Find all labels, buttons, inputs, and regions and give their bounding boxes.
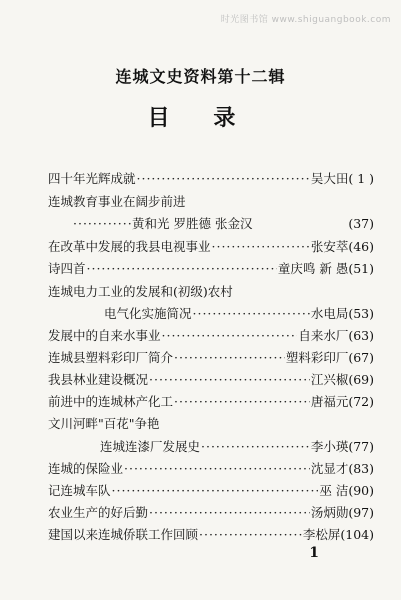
toc-entry	[48, 348, 374, 368]
entry-title: 连城的保险业	[48, 461, 124, 476]
toc-entry	[48, 326, 374, 346]
entry-author: 水电局	[310, 306, 349, 321]
toc-entry	[72, 214, 374, 234]
toc-entry	[48, 392, 374, 412]
entry-page: (90)	[348, 483, 374, 498]
leader-dots	[162, 328, 298, 343]
entry-author: 张安萃	[310, 239, 349, 254]
toc-entry	[48, 169, 374, 189]
entry-title: 四十年光辉成就	[48, 171, 136, 186]
entry-author: 李小瑛	[310, 439, 349, 454]
leader-dots	[149, 505, 310, 520]
toc-heading: 目 录	[147, 105, 254, 131]
leader-dots	[199, 527, 302, 542]
leader-dots	[73, 216, 131, 231]
watermark: 时光图书馆 www.shiguangbook.com	[220, 15, 391, 25]
entry-title: 连城连漆厂发展史	[100, 439, 201, 454]
entry-title: 连城县塑料彩印厂简介	[48, 350, 174, 365]
entry-author: 唐福元	[310, 394, 349, 409]
toc-entry	[48, 259, 374, 279]
entry-page: (69)	[348, 372, 374, 387]
entry-page: (77)	[348, 439, 374, 454]
leader-dots	[112, 483, 319, 498]
toc-entry	[48, 192, 374, 212]
entry-author: 汤炳勋	[310, 505, 349, 520]
toc-entry	[48, 525, 374, 545]
entry-title: 诗四首	[48, 261, 86, 276]
entry-title: 记连城车队	[48, 483, 111, 498]
leader-dots	[174, 394, 310, 409]
entry-title: 在改革中发展的我县电视事业	[48, 239, 211, 254]
entry-page: (53)	[348, 306, 374, 321]
leader-dots	[87, 261, 277, 276]
toc-entry	[100, 437, 374, 457]
entry-title: 农业生产的好后勤	[48, 505, 149, 520]
toc-entry	[48, 459, 374, 479]
toc-entry	[48, 237, 374, 257]
entry-page: ( 1 )	[348, 171, 374, 186]
toc-entry	[48, 282, 374, 302]
entry-author: 沈显才	[310, 461, 349, 476]
entry-page: (51)	[348, 261, 374, 276]
leader-dots	[201, 439, 310, 454]
toc-entry	[48, 370, 374, 390]
toc-entry	[48, 481, 374, 501]
leader-dots	[193, 306, 310, 321]
entry-page: (46)	[348, 239, 374, 254]
entry-author: 童庆鸣 新 愚	[277, 261, 349, 276]
toc-entry	[48, 414, 374, 434]
entry-author: 黄和光 罗胜德 张金汉	[132, 216, 253, 231]
entry-title: 发展中的自来水事业	[48, 328, 161, 343]
entry-author: 吴大田	[310, 171, 349, 186]
leader-dots	[212, 239, 310, 254]
entry-page: (37)	[348, 216, 374, 231]
leader-dots	[124, 461, 310, 476]
leader-dots	[149, 372, 310, 387]
entry-author: 巫 洁	[319, 483, 349, 498]
entry-title: 我县林业建设概况	[48, 372, 149, 387]
entry-page: (67)	[348, 350, 374, 365]
entry-page: (72)	[348, 394, 374, 409]
entry-page: (104)	[340, 527, 374, 542]
entry-title: 连城教育事业在阔步前进	[48, 194, 186, 209]
entry-author: 自来水厂	[298, 328, 349, 343]
entry-page: (63)	[348, 328, 374, 343]
leader-dots	[137, 171, 310, 186]
toc-entry	[104, 304, 374, 324]
entry-page: (97)	[348, 505, 374, 520]
leader-dots	[174, 350, 285, 365]
page-number: 1	[309, 545, 319, 561]
entry-author: 塑料彩印厂	[285, 350, 349, 365]
entry-title: 建国以来连城侨联工作回顾	[48, 527, 199, 542]
entry-page: (83)	[348, 461, 374, 476]
toc-entry	[48, 503, 374, 523]
series-title: 连城文史资料第十二辑	[115, 67, 286, 86]
entry-title: 电气化实施简况	[104, 306, 192, 321]
entry-title: 连城电力工业的发展和(初级)农村	[48, 284, 233, 299]
entry-title: 前进中的连城林产化工	[48, 394, 174, 409]
entry-author: 李松屏	[302, 527, 341, 542]
entry-title: 文川河畔"百花"争艳	[48, 416, 160, 431]
entry-author: 江兴椒	[310, 372, 349, 387]
